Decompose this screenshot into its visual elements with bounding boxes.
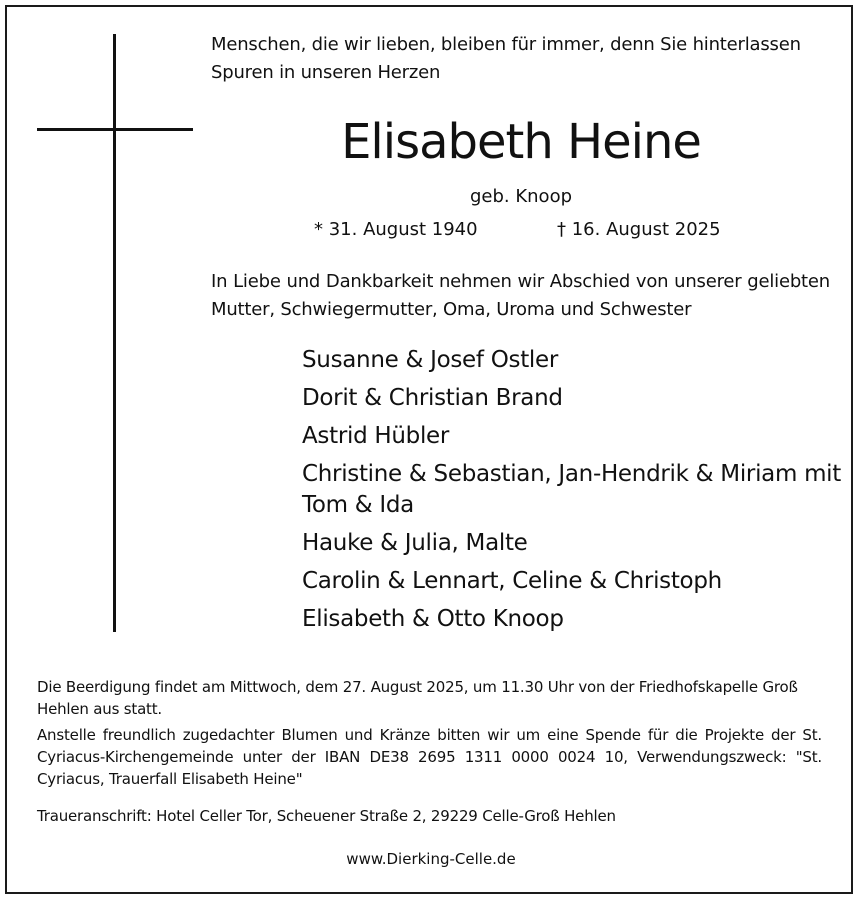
funeral-notice: Die Beerdigung findet am Mittwoch, dem 27. August 2025, um 11.30 Uhr von der Friedhofskapelle Groß Hehlen aus statt. xyxy=(37,678,798,718)
mourner-entry: Astrid Hübler xyxy=(302,423,450,449)
death-date: † 16. August 2025 xyxy=(557,219,721,240)
birth-date: * 31. August 1940 xyxy=(314,219,478,240)
website-link[interactable]: www.Dierking-Celle.de xyxy=(346,850,516,868)
motto-quote: Menschen, die wir lieben, bleiben für immer, denn Sie hinterlassen Spuren in unseren Herzen xyxy=(211,34,801,83)
mourner-entry: Hauke & Julia, Malte xyxy=(302,530,528,556)
farewell-text: In Liebe und Dankbarkeit nehmen wir Abschied von unserer geliebten Mutter, Schwiegermutter, Oma, Uroma und Schwester xyxy=(211,271,830,320)
maiden-name: geb. Knoop xyxy=(469,186,573,207)
donation-notice: Anstelle freundlich zugedachter Blumen und Kränze bitten wir um eine Spende für die Projekte der St. Cyriacus-Kirchengemeinde unter der IBAN DE38 2695 1311 0000 0024 10, Verwendungszweck: "St. Cyriacus, Trauerfall Elisabeth Heine" xyxy=(37,726,822,788)
mourners-list xyxy=(302,345,842,642)
mourner-entry: Susanne & Josef Ostler xyxy=(302,347,559,373)
mourner-entry: Carolin & Lennart, Celine & Christoph xyxy=(302,568,722,594)
mourner-entry: Elisabeth & Otto Knoop xyxy=(302,606,564,632)
mourner-entry: Christine & Sebastian, Jan-Hendrik & Miriam mit Tom & Ida xyxy=(302,461,841,518)
mourner-entry: Dorit & Christian Brand xyxy=(302,385,563,411)
deceased-name: Elisabeth Heine xyxy=(341,114,701,170)
mourning-address: Traueranschrift: Hotel Celler Tor, Scheuener Straße 2, 29229 Celle-Groß Hehlen xyxy=(37,807,616,825)
